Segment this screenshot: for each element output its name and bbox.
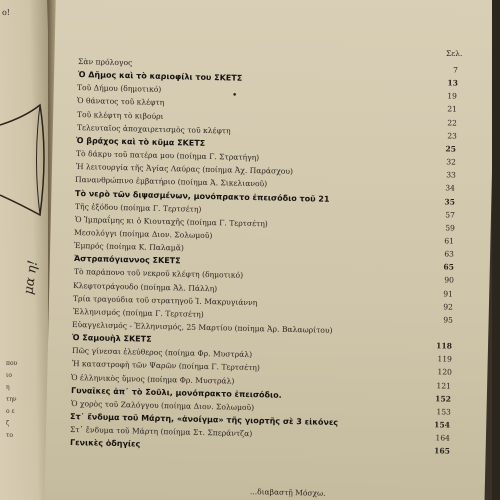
toc-title: Ὁ βράχος καὶ τὸ κῦμα ΣΚΕΤΣ xyxy=(76,135,206,148)
page-edge-shadow xyxy=(492,0,500,500)
toc-page-number: 21 xyxy=(447,104,458,115)
toc-page-number: 35 xyxy=(444,196,456,207)
toc-title: Ὁ ἐλληνικὸς ὕμνος (ποίημα Φρ. Μυστράλ) xyxy=(71,372,235,386)
toc-page-number: 119 xyxy=(437,354,452,364)
toc-page-number: 95 xyxy=(442,315,453,325)
toc-title: Ὁ χορὸς τοῦ Ζαλόγγου (ποίημα Διον. Σολωμοῦ) xyxy=(70,398,254,413)
toc-page-number: 22 xyxy=(447,117,457,128)
toc-page-number: 23 xyxy=(446,131,457,141)
toc-title: Τελευταῖος ἀποχαιρετισμὸς τοῦ κλέφτη xyxy=(76,122,231,136)
toc-page-number: 7 xyxy=(453,65,459,75)
toc-title: Ἐμπρός (ποίημα Κ. Παλαμᾶ) xyxy=(74,241,185,253)
toc-title: Σὰν πρόλογος xyxy=(77,57,133,68)
toc-page-number: 32 xyxy=(446,157,457,167)
toc-page-number: 59 xyxy=(444,223,455,233)
margin-scrap: ο ε xyxy=(6,408,15,415)
toc-title: Κλεφτοτράγουδο (ποίημα Ἀλ. Πάλλη) xyxy=(73,280,218,293)
toc-title: Γενικὲς ὁδηγίες xyxy=(69,438,141,449)
toc-page-number: 57 xyxy=(445,210,455,220)
toc-page-number: 13 xyxy=(446,78,458,88)
toc-page-number: 63 xyxy=(444,249,455,259)
toc-title: Τοῦ Δήμου (δημοτικό) xyxy=(77,83,162,95)
toc-title: Ἡ λειτουργία τῆς Ἁγίας Λαύρας (ποίημα Ἀχ. Παράσχου) xyxy=(75,162,293,177)
toc-title: Ἀστραπόγιαννος ΣΚΕΤΣ xyxy=(73,254,181,266)
toc-page-number: 33 xyxy=(445,170,456,180)
toc-title: Τὸ νερὸ τῶν διψασμένων, μονόπρακτο ἐπεισόδιο τοῦ 21 xyxy=(75,188,330,204)
toc-page-number: 154 xyxy=(434,420,451,430)
toc-title: Μεσολόγγι (ποίημα Διον. Σολωμοῦ) xyxy=(74,227,213,241)
margin-caption: μα η! xyxy=(21,259,42,296)
margin-scrap: ιο xyxy=(6,372,12,379)
margin-text: ο! xyxy=(1,7,11,18)
margin-scrap: που xyxy=(6,360,18,367)
toc-title: Γυναῖκες ἀπ᾿ τὸ Σοῦλι, μονόπρακτο ἐπεισόδιο. xyxy=(70,385,282,400)
margin-scrap: η xyxy=(6,384,10,391)
toc-page-number: 90 xyxy=(443,275,454,286)
toc-page-number: 19 xyxy=(447,91,458,101)
toc-page-number: 91 xyxy=(443,288,454,299)
toc-page-number: 34 xyxy=(445,183,456,193)
margin-scrap: ζ xyxy=(6,420,10,427)
stray-mark: • xyxy=(232,91,238,101)
toc-title: Στ᾿ ἔνδυμα τοῦ Μάρτη, «ἀνοίγμα» τῆς γιορτῆς σὲ 3 εἰκόνες xyxy=(70,412,339,428)
toc-page-number: 165 xyxy=(433,446,450,456)
toc-page-number: 121 xyxy=(436,380,452,391)
toc-page-number: 65 xyxy=(443,262,454,272)
toc-page-number: 118 xyxy=(436,341,453,351)
toc-title: Εὐαγγελισμός - Ἑλληνισμός, 25 Μαρτίου (ποίημα Ἀρ. Βαλαωρίτου) xyxy=(72,320,334,335)
toc-page-number: 25 xyxy=(445,144,457,154)
margin-scrap: το xyxy=(6,432,13,439)
toc-title: Τρία τραγούδια τοῦ στρατηγοῦ Ἰ. Μακρυγιάννη xyxy=(72,293,258,307)
toc-title: Ὁ θάνατος τοῦ κλέφτη xyxy=(77,96,165,108)
toc-title: Ἐλληνισμός (ποίημα Γ. Τερτσέτη) xyxy=(72,306,204,319)
page-column-label: Σελ. xyxy=(446,49,463,58)
toc-title: Ὁ Σαμουὴλ ΣΚΕΤΣ xyxy=(72,333,152,344)
toc-page-number: 120 xyxy=(436,367,452,378)
footer-text: ...διαβαστῇ Μόσχω. xyxy=(249,487,326,498)
toc-page-number: 92 xyxy=(443,302,454,312)
toc-page-number: 152 xyxy=(434,394,452,404)
toc-page-number: 164 xyxy=(435,433,451,443)
toc-title: Ὁ Δῆμος καὶ τὸ καριοφίλι του ΣΚΕΤΣ xyxy=(77,70,243,83)
toc-title: Τῆς ἐξόδου (ποίημα Γ. Τερτσέτη) xyxy=(74,201,202,214)
toc-title: Τὸ παράπονο τοῦ νεκροῦ κλέφτη (δημοτικό) xyxy=(73,267,243,281)
toc-title: Τὸ δάκρυ τοῦ πατέρα μου (ποίημα Γ. Στρατήγη) xyxy=(75,149,260,163)
toc-title: Ἡ καταστροφὴ τῶν Ψαρῶν (ποίημα Γ. Τερτσέτη) xyxy=(71,359,260,373)
margin-scrap: την xyxy=(6,396,17,403)
toc-title: Τοῦ κλέφτη τὸ κιβούρι xyxy=(76,109,164,121)
toc-page-number: 61 xyxy=(444,236,455,246)
toc-title: Πανανθρώπινο ἐμβατήριο (ποίημα Ἀ. Σικελιανοῦ) xyxy=(75,175,268,189)
toc-title: Στ᾿ ἔνδυμα τοῦ Μάρτη (ποίημα Στ. Σπεράντζα) xyxy=(70,425,253,439)
toc-title: Πῶς γίνεσαι ἐλεύθερος (ποίημα Φρ. Μυστράλ) xyxy=(71,346,253,360)
toc-title: Ὁ Ἰμπραΐμης κι ὁ Κιουταχῆς (ποίημα Γ. Τερτσέτη) xyxy=(74,214,268,229)
toc-page-number: 153 xyxy=(436,407,451,417)
